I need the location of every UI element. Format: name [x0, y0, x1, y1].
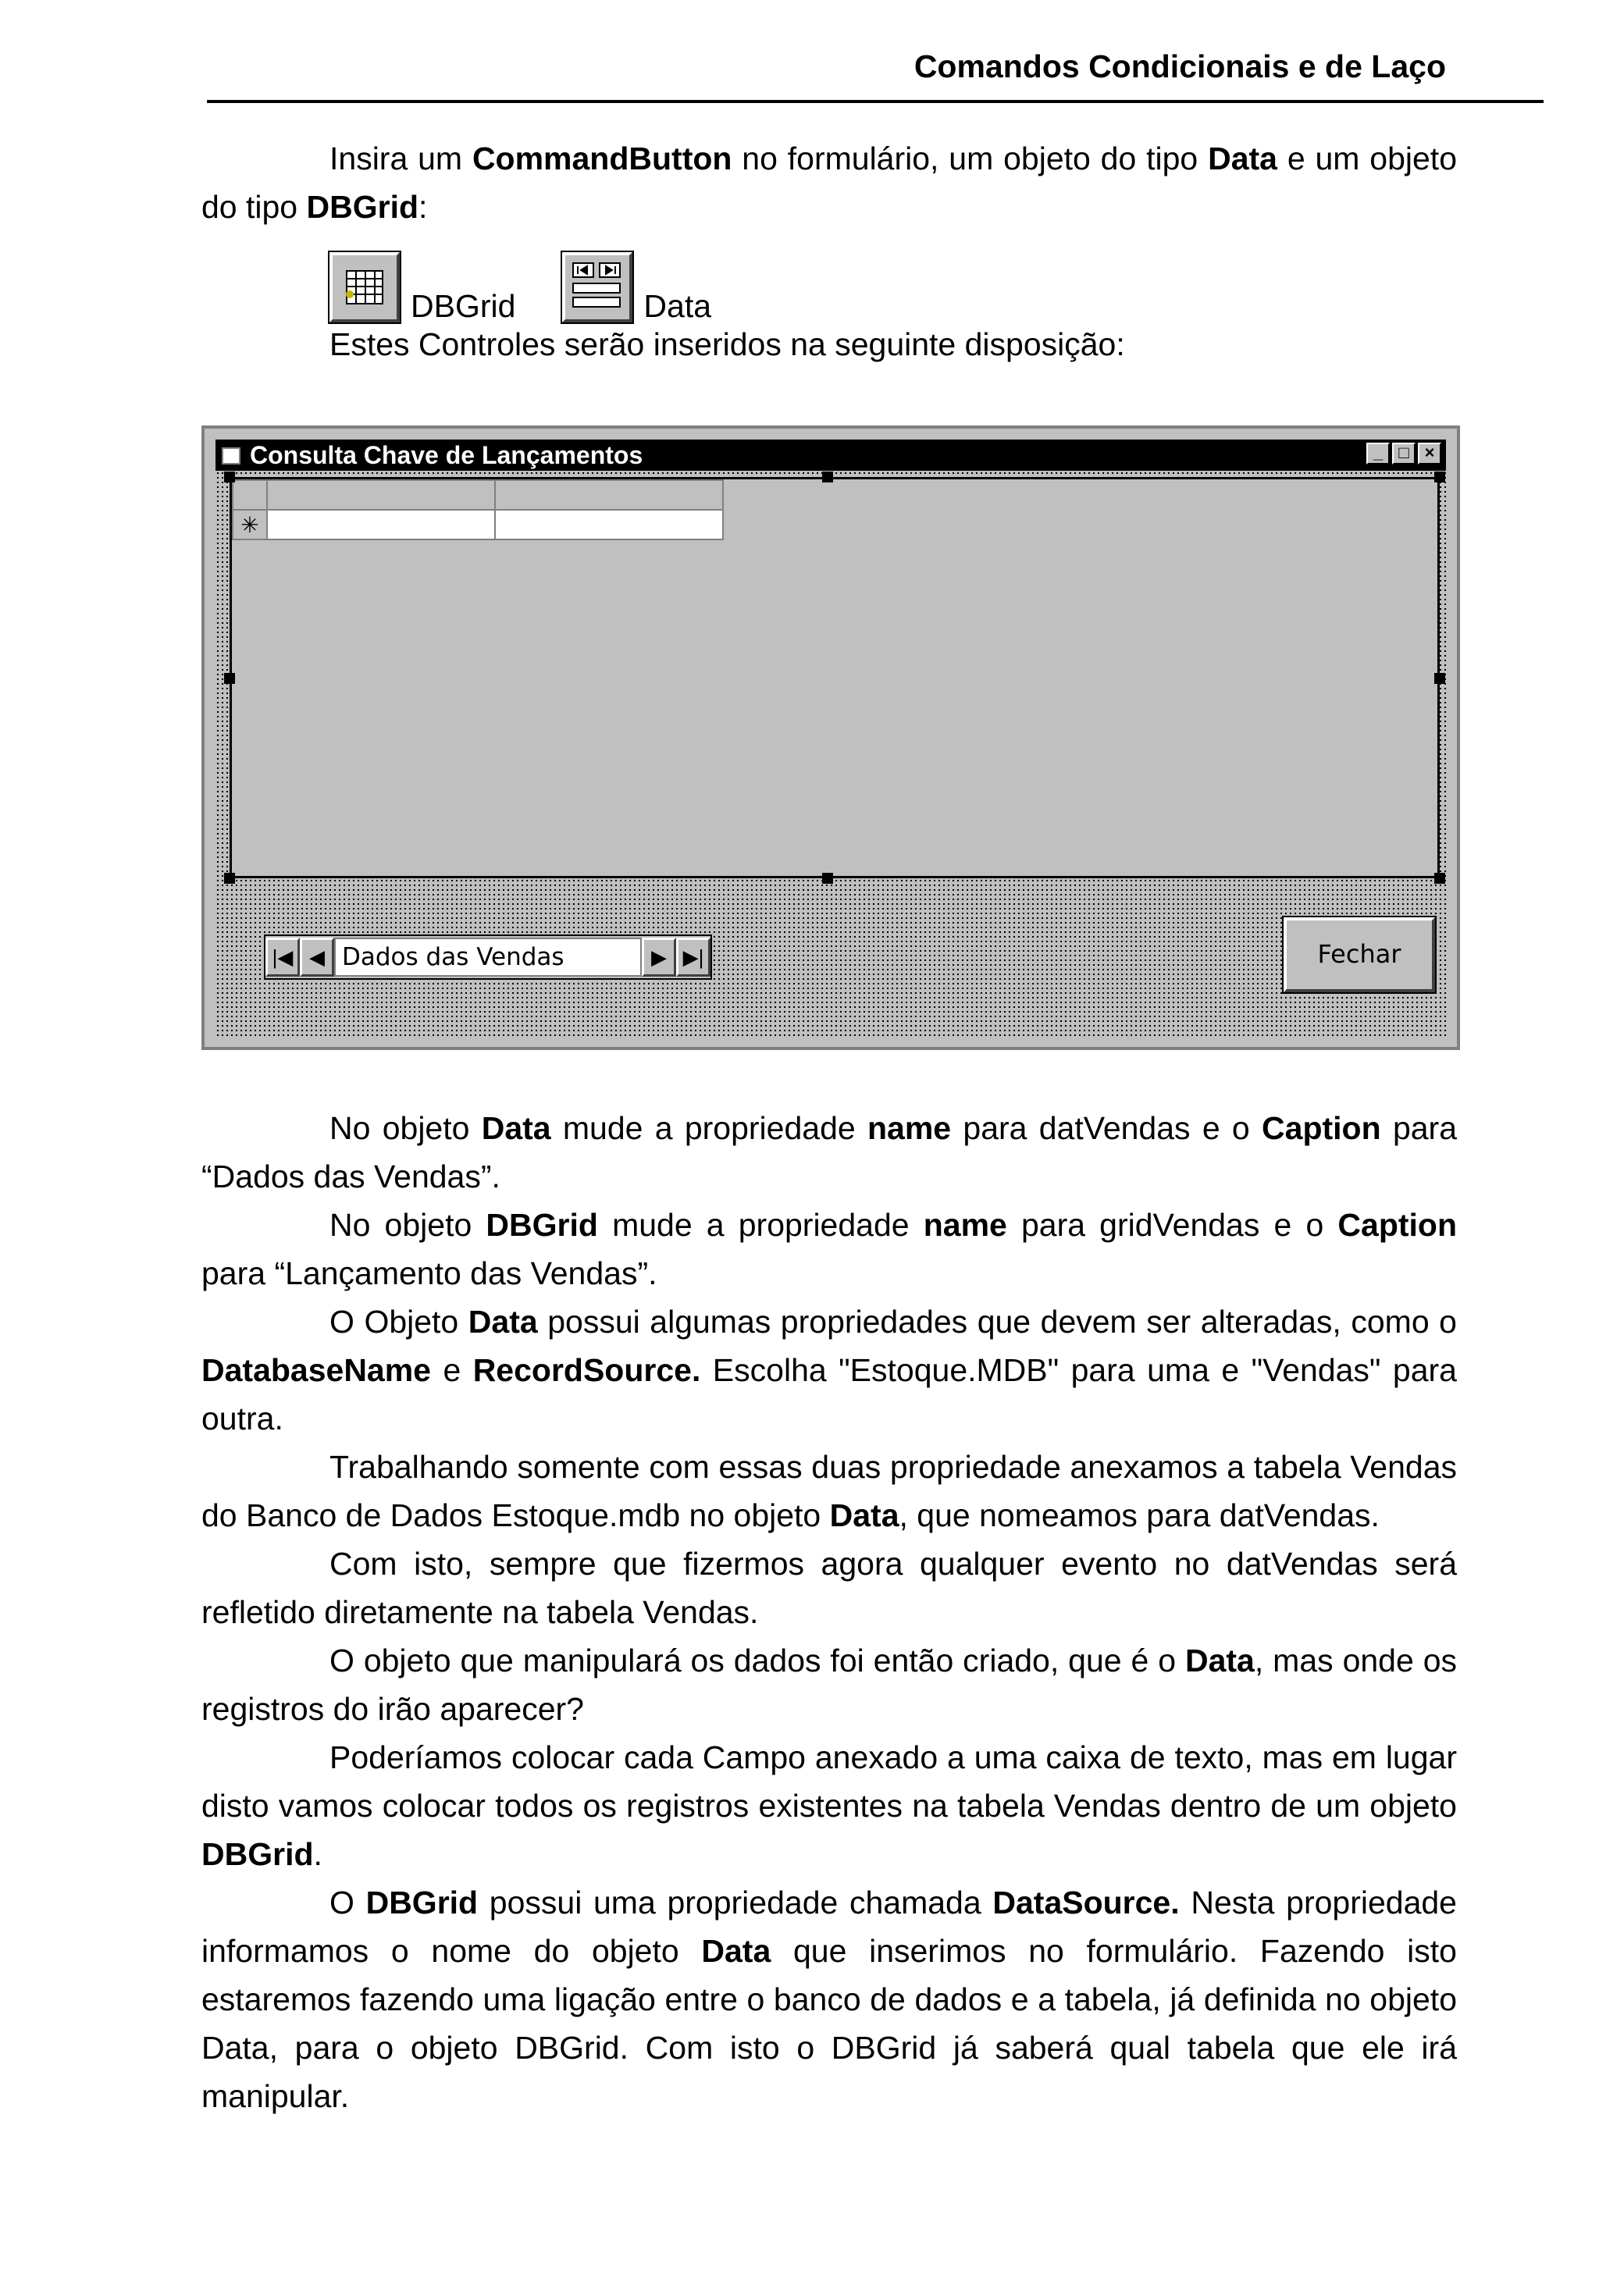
text-span: para “Lançamento das Vendas”. [201, 1255, 657, 1291]
form-title: Consulta Chave de Lançamentos [250, 441, 643, 469]
bold-span: DataSource. [992, 1885, 1180, 1920]
text-span: Nesta propriedade informamos o nome do objeto [201, 1885, 1457, 1969]
text-span: para datVendas e o [951, 1110, 1262, 1146]
grid-cell[interactable] [267, 510, 495, 539]
body-paragraph-1 [201, 1104, 1457, 1201]
maximize-icon[interactable]: □ [1392, 443, 1416, 465]
previous-record-icon[interactable]: ◀ [300, 938, 334, 977]
new-row-marker: ✳ [233, 510, 267, 539]
bold-span: Data [481, 1110, 551, 1146]
selection-handle[interactable] [224, 673, 235, 684]
dbgrid-icon-label: DBGrid [411, 288, 516, 324]
text-span: para “Dados das Vendas”. [201, 1110, 1457, 1194]
grid-header-row [233, 480, 723, 510]
last-record-icon[interactable]: ▶| [676, 938, 710, 977]
text-span: Insira um [329, 141, 472, 176]
text-span: possui algumas propriedades que devem ser alteradas, como o [537, 1304, 1457, 1340]
intro-layout-sentence: Estes Controles serão inseridos na seguinte disposição: [329, 326, 1125, 362]
body-paragraph-2 [201, 1201, 1457, 1298]
intro-paragraph [201, 134, 1457, 231]
form-titlebar [215, 440, 1446, 471]
selection-handle[interactable] [1434, 673, 1445, 684]
grid-cell[interactable] [495, 510, 723, 539]
body-text [201, 1104, 1457, 2120]
bold-span: Data [1208, 141, 1277, 176]
text-span: O Objeto [329, 1304, 468, 1340]
minimize-icon[interactable]: _ [1366, 443, 1390, 465]
text-span: O objeto que manipulará os dados foi então criado, que é o [329, 1643, 1185, 1678]
data-icon-label: Data [643, 288, 712, 324]
selection-handle[interactable] [822, 873, 833, 884]
text-span: Com isto, sempre que fizermos agora qualquer evento no datVendas será refletido diretamente na tabela Vendas. [201, 1546, 1457, 1630]
body-paragraph-5 [201, 1540, 1457, 1636]
grid-column-header[interactable] [267, 480, 495, 510]
first-record-icon[interactable]: |◀ [265, 938, 300, 977]
text-span: Poderíamos colocar cada Campo anexado a uma caixa de texto, mas em lugar disto vamos colocar todos os registros existentes na tabela Vendas dentro de um objeto [201, 1739, 1457, 1824]
text-span: . [313, 1836, 322, 1872]
selection-handle[interactable] [822, 472, 833, 482]
header-rule [207, 100, 1544, 103]
body-paragraph-4 [201, 1443, 1457, 1540]
bold-span: CommandButton [472, 141, 732, 176]
text-span: , mas onde os registros do irão aparecer? [201, 1643, 1458, 1727]
bold-span: Data [1184, 1643, 1255, 1678]
grid-column-header[interactable] [495, 480, 723, 510]
grid-new-row [233, 510, 723, 539]
form-client-area [215, 471, 1446, 1036]
text-span: Escolha "Estoque.MDB" para uma e "Vendas" para outra. [201, 1352, 1457, 1436]
close-icon[interactable]: × [1418, 443, 1441, 465]
bold-span: Caption [1337, 1207, 1457, 1243]
bold-span: name [867, 1110, 952, 1146]
text-span: O [329, 1885, 366, 1920]
grid-corner-cell [233, 480, 267, 510]
text-span: no formulário, um objeto do tipo [732, 141, 1209, 176]
text-span: mude a propriedade [597, 1207, 924, 1243]
selection-handle[interactable] [1434, 472, 1445, 482]
text-span: para gridVendas e o [1006, 1207, 1338, 1243]
text-span: e [431, 1352, 473, 1388]
bold-span: DBGrid [201, 1836, 314, 1872]
bold-span: DatabaseName [201, 1352, 431, 1388]
data-control-caption: Dados das Vendas [334, 938, 642, 977]
body-paragraph-6 [201, 1636, 1457, 1733]
selection-handle[interactable] [224, 873, 235, 884]
text-span: mude a propriedade [550, 1110, 867, 1146]
text-span: No objeto [329, 1207, 486, 1243]
text-span: No objeto [329, 1110, 482, 1146]
page-header-title: Comandos Condicionais e de Laço [913, 48, 1446, 84]
bold-span: name [923, 1207, 1007, 1243]
toolbox-icons-row [329, 237, 876, 322]
text-span: que inserimos no formulário. Fazendo isto estaremos fazendo uma ligação entre o banco de dados e a tabela, já definida no objeto Data, para o objeto DBGrid. Com isto o DBGrid já saberá qual tabela que ele irá manipular. [201, 1933, 1457, 2114]
grid-icon [333, 255, 397, 319]
form-icon [222, 447, 240, 465]
bold-span: Data [829, 1497, 899, 1533]
bold-span: DBGrid [365, 1885, 479, 1920]
bold-span: DBGrid [306, 189, 418, 225]
next-record-icon[interactable]: ▶ [642, 938, 676, 977]
window-controls [1366, 443, 1441, 465]
selection-handle[interactable] [224, 472, 235, 482]
body-paragraph-7 [201, 1733, 1457, 1878]
body-paragraph-3 [201, 1298, 1457, 1443]
bold-span: Data [701, 1933, 771, 1969]
form-window [201, 425, 1460, 1050]
text-span: Trabalhando somente com essas duas propriedade anexamos a tabela Vendas do Banco de Dados Estoque.mdb no objeto [201, 1449, 1457, 1533]
grid-table [232, 479, 724, 540]
selection-handle[interactable] [1434, 873, 1445, 884]
text-span: , que nomeamos para datVendas. [899, 1497, 1380, 1533]
text-span: : [418, 189, 428, 225]
bold-span: Data [468, 1304, 538, 1340]
body-paragraph-8 [201, 1878, 1457, 2120]
bold-span: Caption [1262, 1110, 1381, 1146]
fechar-button[interactable]: Fechar [1284, 917, 1435, 992]
dbgrid-control[interactable] [230, 477, 1440, 878]
bold-span: DBGrid [486, 1207, 598, 1243]
text-span: e um objeto do tipo [201, 141, 1458, 225]
bold-span: RecordSource. [472, 1352, 701, 1388]
data-control-icon [565, 255, 629, 319]
data-toolbox-icon [562, 252, 632, 322]
data-control[interactable] [264, 934, 712, 980]
dbgrid-toolbox-icon [329, 252, 400, 322]
text-span: possui uma propriedade chamada [478, 1885, 993, 1920]
